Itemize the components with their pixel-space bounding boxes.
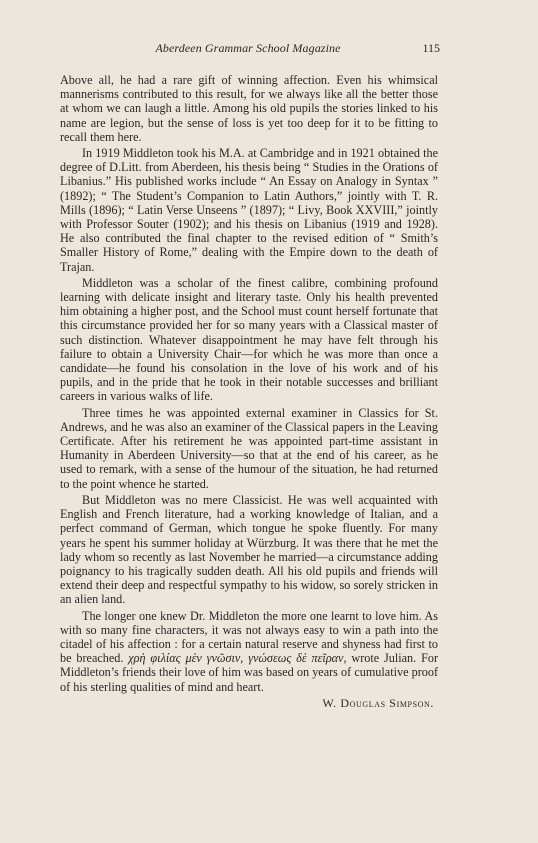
article-body <box>60 73 438 710</box>
paragraph-scholarship: Middleton was a scholar of the finest calibre, combining profound learning with delicate insight and literary taste. Only his health prevented him obtaining a higher post, and the School must count herself fortunate that this circumstance provided her for so many years with a Classical master of such distinction. Whatever disappointment he may have felt through his failure to obtain a University Chair—for which he was more than once a candidate—he found his consolation in the love of his work and of his pupils, and in the pride that he took in their notable successes and brilliant careers in various walks of life. <box>60 275 438 404</box>
closing-text-after-quote: , wrote Julian. For Middleton’s friends their love of him was based on years of cumulative proof of his sterling qualities of mind and heart. <box>60 651 439 694</box>
page-number: 115 <box>422 41 440 55</box>
author-signature: W. Douglas Simpson. <box>322 695 434 710</box>
paragraph-affection: Above all, he had a rare gift of winning affection. Even his whimsical mannerisms contributed to this result, for we always like all the better those at whom we can laugh a little. Among his old pupils the stories linked to his name are legion, but the sense of loss is yet too deep for it to be fitting to recall them here. <box>60 73 438 144</box>
paragraph-languages: But Middleton was no mere Classicist. He was well acquainted with English and French literature, had a working knowledge of Italian, and a perfect command of German, which tongue he spoke fluently. For many years he spent his summer holiday at Würzburg. It was there that he met the lady whom so recently as last November he married—a circumstance adding poignancy to his tragically sudden death. All his old pupils and friends will extend their deep and respectful sympathy to his widow, so sorely stricken in an alien land. <box>60 492 438 607</box>
greek-quotation: χρὴ φιλίας μὲν γνῶσιν, γνώσεως δὲ πεῖραν <box>128 651 344 666</box>
running-title: Aberdeen Grammar School Magazine <box>155 41 341 55</box>
paragraph-closing <box>60 609 438 694</box>
closing-text-before-quote: The longer one knew Dr. Middleton the more one learnt to love him. As with so many fine characters, it was not always easy to win a path into the citadel of his affection : for a certain natural reserve and shyness had first to be breached. <box>60 608 438 666</box>
paragraph-examiner: Three times he was appointed external examiner in Classics for St. Andrews, and he was also an examiner of the Classical papers in the Leaving Certificate. After his retirement he was appointed part-time assistant in Humanity in Aberdeen University—so that at the end of his career, as he used to remark, with a sense of the humour of the situation, he had returned to the point whence he started. <box>60 405 438 491</box>
paragraph-publications: In 1919 Middleton took his M.A. at Cambridge and in 1921 obtained the degree of D.Litt. from Aberdeen, his thesis being “ Studies in the Orations of Libanius.” His published works include “ An Essay on Analogy in Syntax ” (1892); “ The Student’s Companion to Latin Authors,” jointly with T. R. Mills (1896); “ Latin Verse Unseens ” (1897); “ Livy, Book XXVIII,” jointly with Professor Souter (1902); and his thesis on Libanius (1919 and 1928). He also contributed the final chapter to the revised edition of “ Smith’s Smaller History of Rome,” dealing with the Empire down to the death of Trajan. <box>60 146 438 274</box>
